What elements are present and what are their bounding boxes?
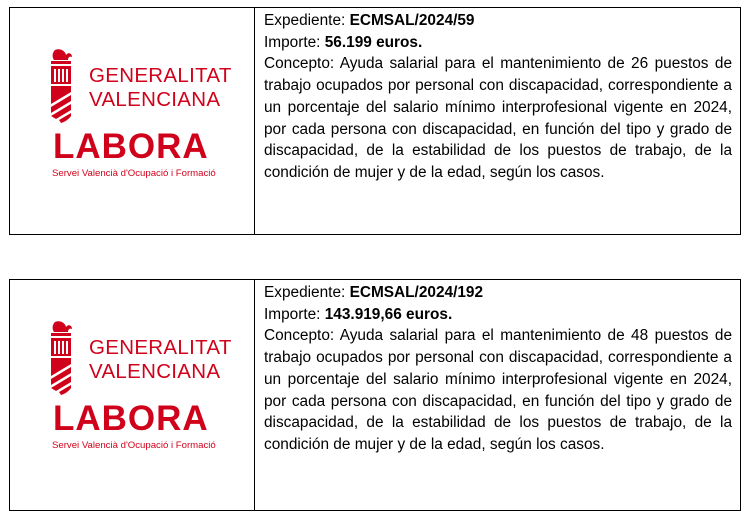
labora-subtitle: Servei Valencià d'Ocupació i Formació bbox=[52, 440, 216, 451]
generalitat-emblem-icon bbox=[45, 320, 77, 396]
record-details bbox=[255, 8, 740, 234]
expediente-line bbox=[264, 10, 732, 32]
labora-logo bbox=[45, 48, 230, 178]
importe-line bbox=[264, 32, 732, 54]
labora-wordmark: LABORA bbox=[53, 127, 209, 166]
concepto-text: Concepto: Ayuda salarial para el mantenimiento de 48 puestos de trabajo ocupados por personal con discapacidad, correspondiente a un porcentaje del salario mínimo interprofesional vigente en 2024, por cada persona con discapacidad, en función del tipo y grado de discapacidad, de la estabilidad de los puestos de trabajo, de la condición de mujer y de la edad, según los casos. bbox=[264, 327, 732, 453]
gv-line-2: VALENCIANA bbox=[89, 88, 221, 111]
labora-subtitle: Servei Valencià d'Ocupació i Formació bbox=[52, 168, 216, 179]
gv-line-1: GENERALITAT bbox=[89, 64, 232, 87]
importe-value: 143.919,66 euros. bbox=[324, 305, 453, 323]
labora-logo bbox=[45, 320, 230, 450]
gv-line-2: VALENCIANA bbox=[89, 360, 221, 383]
gv-line-1: GENERALITAT bbox=[89, 336, 232, 359]
logo-cell bbox=[10, 280, 255, 510]
concepto-text: Concepto: Ayuda salarial para el mantenimiento de 26 puestos de trabajo ocupados por personal con discapacidad, correspondiente a un porcentaje del salario mínimo interprofesional vigente en 2024, por cada persona con discapacidad, en función del tipo y grado de discapacidad, de la estabilidad de los puestos de trabajo, de la condición de mujer y de la edad, según los casos. bbox=[264, 55, 732, 181]
logo-cell bbox=[10, 8, 255, 234]
expediente-value: ECMSAL/2024/59 bbox=[349, 12, 475, 29]
importe-value: 56.199 euros. bbox=[324, 33, 423, 51]
expediente-value: ECMSAL/2024/192 bbox=[349, 284, 484, 301]
generalitat-wordmark bbox=[89, 336, 232, 384]
expediente-label: Expediente: bbox=[264, 284, 350, 301]
expediente-line bbox=[264, 282, 732, 304]
expediente-label: Expediente: bbox=[264, 12, 350, 29]
generalitat-emblem-icon bbox=[45, 48, 77, 124]
importe-label: Importe: bbox=[264, 33, 325, 51]
importe-line bbox=[264, 304, 732, 326]
importe-label: Importe: bbox=[264, 305, 325, 323]
record-table-1 bbox=[9, 7, 741, 235]
labora-wordmark: LABORA bbox=[53, 399, 209, 438]
generalitat-wordmark bbox=[89, 64, 232, 112]
record-table-2 bbox=[9, 279, 741, 511]
record-details bbox=[255, 280, 740, 510]
